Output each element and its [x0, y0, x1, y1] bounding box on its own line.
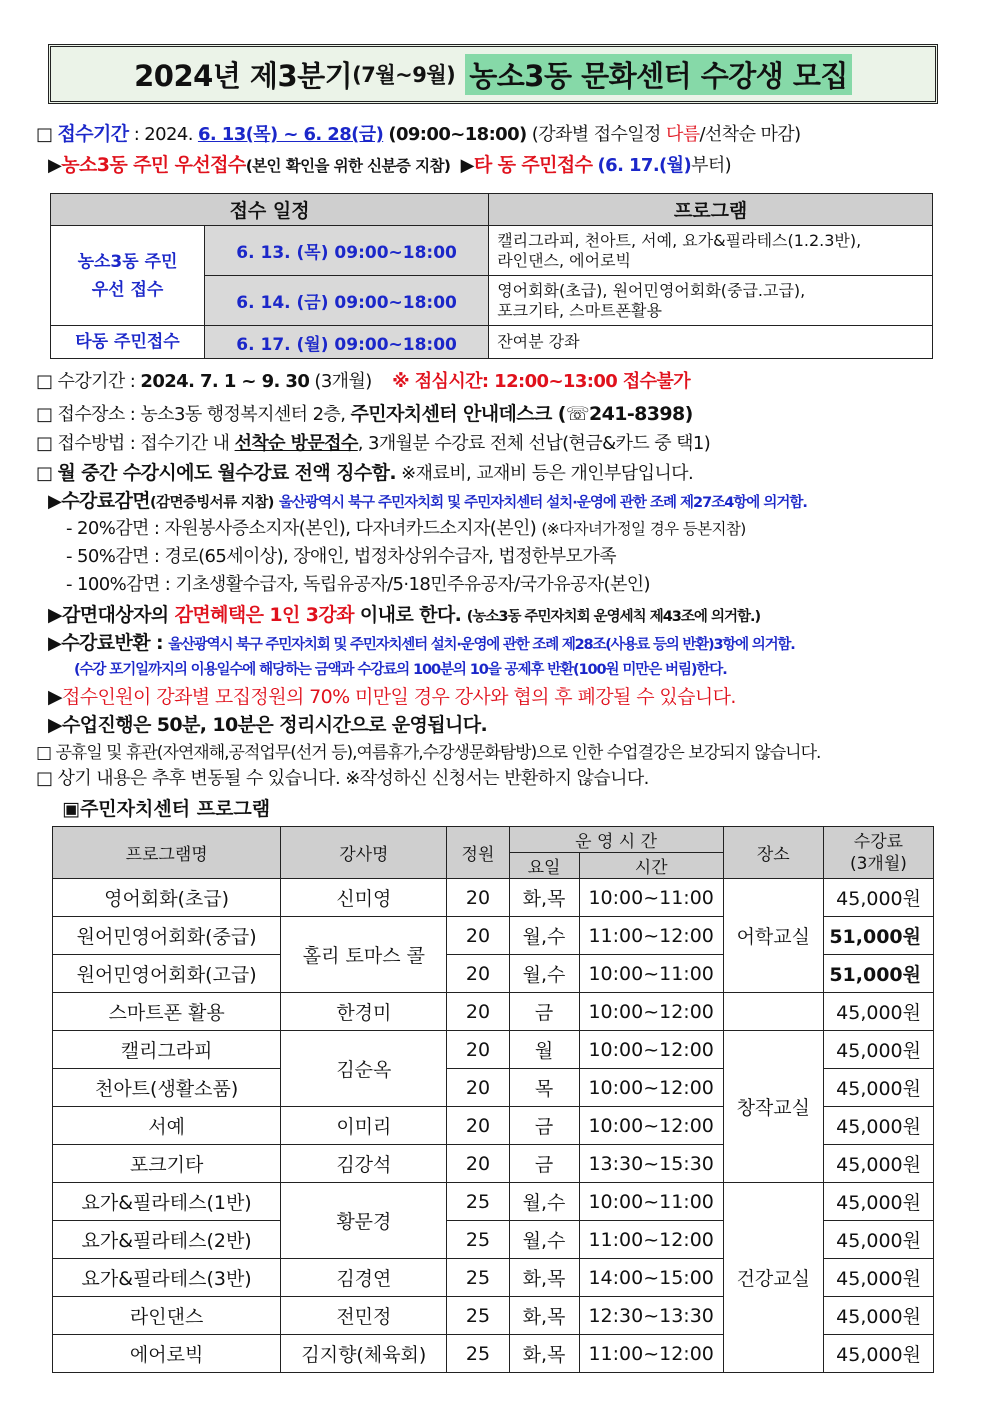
- day: 월,수: [509, 1221, 579, 1259]
- col-name: 프로그램명: [53, 827, 281, 879]
- method-a: 접수방법 : 접수기간 내: [57, 433, 235, 454]
- schedule-date: 6. 17. (월) 09:00~18:00: [205, 326, 489, 359]
- method-line: □ 접수방법 : 접수기간 내 선착순 방문접수, 3개월분 수강료 전체 선납(현금&카드 중 택1): [36, 433, 711, 454]
- schedule-programs: 영어회화(초급), 원어민영어회화(중급.고급), 포크기타, 스마트폰활용: [489, 276, 933, 326]
- refund-line: ▶수강료반환 : 울산광역시 북구 주민자치회 및 주민자치센터 설치·운영에 관한 조례 제28조(사용료 등의 반환)3항에 의거함.: [48, 632, 795, 654]
- program-name: 요가&필라테스(1반): [53, 1183, 281, 1221]
- capacity: 20: [447, 1069, 509, 1107]
- fee: 51,000원: [823, 917, 933, 955]
- col-capacity: 정원: [447, 827, 509, 879]
- reception-dates: 6. 13(목) ~ 6. 28(금): [197, 124, 384, 145]
- reception-hours: (09:00~18:00): [388, 124, 527, 145]
- schedule-programs: 잔여분 강좌: [489, 326, 933, 359]
- time: 10:00~12:00: [579, 993, 723, 1031]
- course-period: 2024. 7. 1 ~ 9. 30: [140, 371, 310, 392]
- priority-note: (본인 확인을 위한 신분증 지참): [245, 157, 451, 175]
- capacity: 25: [447, 1335, 509, 1373]
- col-time-group: 운 영 시 간: [509, 827, 723, 853]
- teacher-name: 황문경: [281, 1183, 447, 1259]
- table-row: [53, 879, 934, 917]
- course-months: (3개월): [314, 371, 372, 392]
- time: 10:00~12:00: [579, 1069, 723, 1107]
- day: 월,수: [509, 1183, 579, 1221]
- discount-20: [66, 516, 972, 542]
- day: 금: [509, 993, 579, 1031]
- change-text: 상기 내용은 추후 변동될 수 있습니다. ※작성하신 신청서는 반환하지 않습니다.: [57, 768, 649, 789]
- time: 10:00~11:00: [579, 1183, 723, 1221]
- capacity: 20: [447, 879, 509, 917]
- fee: 51,000원: [823, 955, 933, 993]
- reception-year: 2024.: [144, 124, 193, 145]
- page-title: [48, 44, 938, 104]
- day: 금: [509, 1107, 579, 1145]
- fee: 45,000원: [823, 1297, 933, 1335]
- programs-title: ▣주민자치센터 프로그램: [62, 798, 271, 820]
- schedule-header-date: 접수 일정: [51, 194, 489, 226]
- day: 화,목: [509, 1335, 579, 1373]
- capacity: 20: [447, 993, 509, 1031]
- refund-detail-line: [74, 656, 972, 683]
- title-period: (7월~9월): [352, 63, 456, 87]
- schedule-date: 6. 14. (금) 09:00~18:00: [205, 276, 489, 326]
- reception-note-a: (강좌별 접수일정: [531, 124, 666, 145]
- title-main: 2024년 제3분기: [134, 58, 353, 93]
- discount-doc: (감면증빙서류 지참): [150, 495, 274, 511]
- course-period-label: 수강기간 :: [57, 371, 136, 392]
- time: 10:00~11:00: [579, 955, 723, 993]
- schedule-header-program: 프로그램: [489, 194, 933, 226]
- schedule-programs: 캘리그라피, 천아트, 서예, 요가&필라테스(1.2.3반), 라인댄스, 에어로빅: [489, 226, 933, 276]
- reception-colon: :: [133, 124, 140, 145]
- day: 금: [509, 1145, 579, 1183]
- fee: 45,000원: [823, 1069, 933, 1107]
- capacity: 20: [447, 917, 509, 955]
- priority-group: 농소3동 주민 우선 접수: [51, 226, 205, 326]
- table-row: [53, 1031, 934, 1069]
- time: 11:00~12:00: [579, 917, 723, 955]
- capacity: 25: [447, 1183, 509, 1221]
- program-name: 영어회화(초급): [53, 879, 281, 917]
- col-day: 요일: [509, 853, 579, 879]
- midmonth-line: □ 월 중간 수강시에도 월수강료 전액 징수함. ※재료비, 교재비 등은 개인부담입니다.: [36, 462, 694, 484]
- program-name: 천아트(생활소품): [53, 1069, 281, 1107]
- time: 11:00~12:00: [579, 1221, 723, 1259]
- capacity: 20: [447, 1107, 509, 1145]
- cancel-text: 접수인원이 강좌별 모집정원의 70% 미만일 경우 강사와 협의 후 폐강될 수 있습니다.: [62, 686, 736, 708]
- programs-table: [52, 826, 934, 1373]
- teacher-name: 한경미: [281, 993, 447, 1031]
- col-fee-label: 수강료: [853, 831, 904, 852]
- day: 목: [509, 1069, 579, 1107]
- fee: 45,000원: [823, 1335, 933, 1373]
- holiday-text: 공휴일 및 휴관(자연재해,공적업무(선거 등),여름휴가,수강생문화탐방)으로 인한 수업결강은 보강되지 않습니다.: [55, 743, 821, 763]
- program-name: 서예: [53, 1107, 281, 1145]
- program-name: 원어민영어회화(고급): [53, 955, 281, 993]
- schedule-table: [50, 193, 933, 359]
- place-label: 접수장소 : 농소3동 행정복지센터 2층,: [57, 404, 346, 425]
- place: 건강교실: [723, 1183, 823, 1373]
- program-name: 요가&필라테스(2반): [53, 1221, 281, 1259]
- capacity: 25: [447, 1259, 509, 1297]
- priority-label: 농소3동 주민 우선접수: [61, 154, 246, 176]
- lunch-note: ※ 점심시간: 12:00~13:00 접수불가: [392, 371, 691, 392]
- place: 창작교실: [723, 1031, 823, 1183]
- refund-law: 울산광역시 북구 주민자치회 및 주민자치센터 설치·운영에 관한 조례 제28조(사용료 등의 반환)3항에 의거함.: [168, 637, 795, 653]
- fee: 45,000원: [823, 1221, 933, 1259]
- limit-note: (농소3동 주민자치회 운영세칙 제43조에 의거함.): [466, 609, 761, 625]
- class-time-text: 수업진행은 50분, 10분은 정리시간으로 운영됩니다.: [62, 714, 488, 736]
- place: 어학교실: [723, 879, 823, 993]
- reception-label: 접수기간: [57, 123, 129, 145]
- day: 월,수: [509, 917, 579, 955]
- day: 화,목: [509, 1297, 579, 1335]
- holiday-line: □ 공휴일 및 휴관(자연재해,공적업무(선거 등),여름휴가,수강생문화탐방)으로 인한 수업결강은 보강되지 않습니다.: [36, 743, 821, 763]
- other-date: (6. 17.(월): [597, 155, 692, 176]
- fee: 45,000원: [823, 1145, 933, 1183]
- arrow-icon: ▶: [48, 155, 62, 176]
- course-period-line: □ 수강기간 : 2024. 7. 1 ~ 9. 30 (3개월) ※ 점심시간: 12:00~13:00 접수불가: [36, 371, 691, 392]
- title-highlight: 농소3동 문화센터 수강생 모집: [465, 54, 852, 95]
- capacity: 25: [447, 1221, 509, 1259]
- program-name: 원어민영어회화(중급): [53, 917, 281, 955]
- limit-b: 이내로 한다.: [353, 604, 462, 626]
- time: 12:30~13:30: [579, 1297, 723, 1335]
- place-line: □ 접수장소 : 농소3동 행정복지센터 2층, 주민자치센터 안내데스크 (☏241-8398): [36, 403, 693, 425]
- program-name: 포크기타: [53, 1145, 281, 1183]
- midmonth-note: ※재료비, 교재비 등은 개인부담입니다.: [401, 463, 694, 484]
- discount-law: 울산광역시 북구 주민자치회 및 주민자치센터 설치·운영에 관한 조례 제27조4항에 의거함.: [278, 495, 807, 511]
- midmonth-bold: 월 중간 수강시에도 월수강료 전액 징수함.: [57, 462, 397, 484]
- fee: 45,000원: [823, 1031, 933, 1069]
- other-label: 타 동 주민접수: [473, 154, 593, 176]
- refund-detail: (수강 포기일까지의 이용일수에 해당하는 금액과 수강료의 100분의 10을 공제후 반환(100원 미만은 버림)한다.: [74, 662, 727, 678]
- reception-line: [36, 121, 972, 148]
- day: 화,목: [509, 879, 579, 917]
- col-fee: [823, 827, 933, 879]
- other-group: 타동 주민접수: [51, 326, 205, 359]
- table-row: [53, 993, 934, 1031]
- time: 10:00~12:00: [579, 1031, 723, 1069]
- change-line: □ 상기 내용은 추후 변동될 수 있습니다. ※작성하신 신청서는 반환하지 않습니다.: [36, 768, 649, 789]
- discount-100: - 100%감면 : 기초생활수급자, 독립유공자/5·18민주유공자/국가유공자(본인): [66, 574, 650, 595]
- schedule-date: 6. 13. (목) 09:00~18:00: [205, 226, 489, 276]
- day: 월,수: [509, 955, 579, 993]
- teacher-name: 김경연: [281, 1259, 447, 1297]
- program-name: 스마트폰 활용: [53, 993, 281, 1031]
- time: 13:30~15:30: [579, 1145, 723, 1183]
- teacher-name: 신미영: [281, 879, 447, 917]
- col-teacher: 강사명: [281, 827, 447, 879]
- reception-note-b: /선착순 마감): [699, 124, 801, 145]
- capacity: 20: [447, 1145, 509, 1183]
- time: 14:00~15:00: [579, 1259, 723, 1297]
- arrow-icon: ▶: [460, 155, 474, 176]
- place-desk: 주민자치센터 안내데스크 (☏241-8398): [350, 403, 693, 425]
- limit-red: 감면혜택은 1인 3강좌: [174, 604, 354, 626]
- fee: 45,000원: [823, 1183, 933, 1221]
- capacity: 20: [447, 955, 509, 993]
- method-underline: 선착순 방문접수: [234, 433, 358, 454]
- program-name: 에어로빅: [53, 1335, 281, 1373]
- limit-line: ▶감면대상자의 감면혜택은 1인 3강좌 이내로 한다. (농소3동 주민자치회 운영세칙 제43조에 의거함.): [48, 604, 761, 626]
- discount-line: ▶수강료감면(감면증빙서류 지참) 울산광역시 북구 주민자치회 및 주민자치센터 설치·운영에 관한 조례 제27조4항에 의거함.: [48, 490, 807, 512]
- checkbox-icon: □: [36, 124, 58, 145]
- priority-line: [48, 152, 972, 179]
- discount-20-note: (※다자녀가정일 경우 등본지참): [541, 520, 746, 538]
- fee: 45,000원: [823, 879, 933, 917]
- cancel-line: ▶접수인원이 강좌별 모집정원의 70% 미만일 경우 강사와 협의 후 폐강될 수 있습니다.: [48, 686, 736, 708]
- program-name: 라인댄스: [53, 1297, 281, 1335]
- time: 10:00~11:00: [579, 879, 723, 917]
- other-tail: 부터): [691, 155, 732, 176]
- teacher-name: 김지향(체육회): [281, 1335, 447, 1373]
- col-time: 시간: [579, 853, 723, 879]
- table-row: [53, 1183, 934, 1221]
- capacity: 20: [447, 1031, 509, 1069]
- place-empty: [723, 993, 823, 1031]
- discount-20-text: - 20%감면 : 자원봉사증소지자(본인), 다자녀카드소지자(본인): [66, 518, 537, 539]
- col-place: 장소: [723, 827, 823, 879]
- teacher-name: 김강석: [281, 1145, 447, 1183]
- refund-label: 수강료반환 :: [61, 632, 164, 654]
- fee: 45,000원: [823, 1107, 933, 1145]
- teacher-name: 홀리 토마스 콜: [281, 917, 447, 993]
- teacher-name: 김순옥: [281, 1031, 447, 1107]
- class-time-line: ▶수업진행은 50분, 10분은 정리시간으로 운영됩니다.: [48, 714, 488, 736]
- program-name: 요가&필라테스(3반): [53, 1259, 281, 1297]
- day: 월: [509, 1031, 579, 1069]
- discount-50: - 50%감면 : 경로(65세이상), 장애인, 법정차상위수급자, 법정한부모가족: [66, 546, 616, 567]
- time: 11:00~12:00: [579, 1335, 723, 1373]
- reception-note-red: 다름: [665, 124, 700, 145]
- day: 화,목: [509, 1259, 579, 1297]
- discount-label: 수강료감면: [61, 490, 151, 512]
- col-fee-sub: (3개월): [849, 853, 907, 874]
- program-name: 캘리그라피: [53, 1031, 281, 1069]
- limit-a: 감면대상자의: [62, 604, 175, 626]
- teacher-name: 이미리: [281, 1107, 447, 1145]
- time: 10:00~12:00: [579, 1107, 723, 1145]
- capacity: 25: [447, 1297, 509, 1335]
- teacher-name: 전민정: [281, 1297, 447, 1335]
- fee: 45,000원: [823, 993, 933, 1031]
- method-b: , 3개월분 수강료 전체 선납(현금&카드 중 택1): [357, 433, 711, 454]
- fee: 45,000원: [823, 1259, 933, 1297]
